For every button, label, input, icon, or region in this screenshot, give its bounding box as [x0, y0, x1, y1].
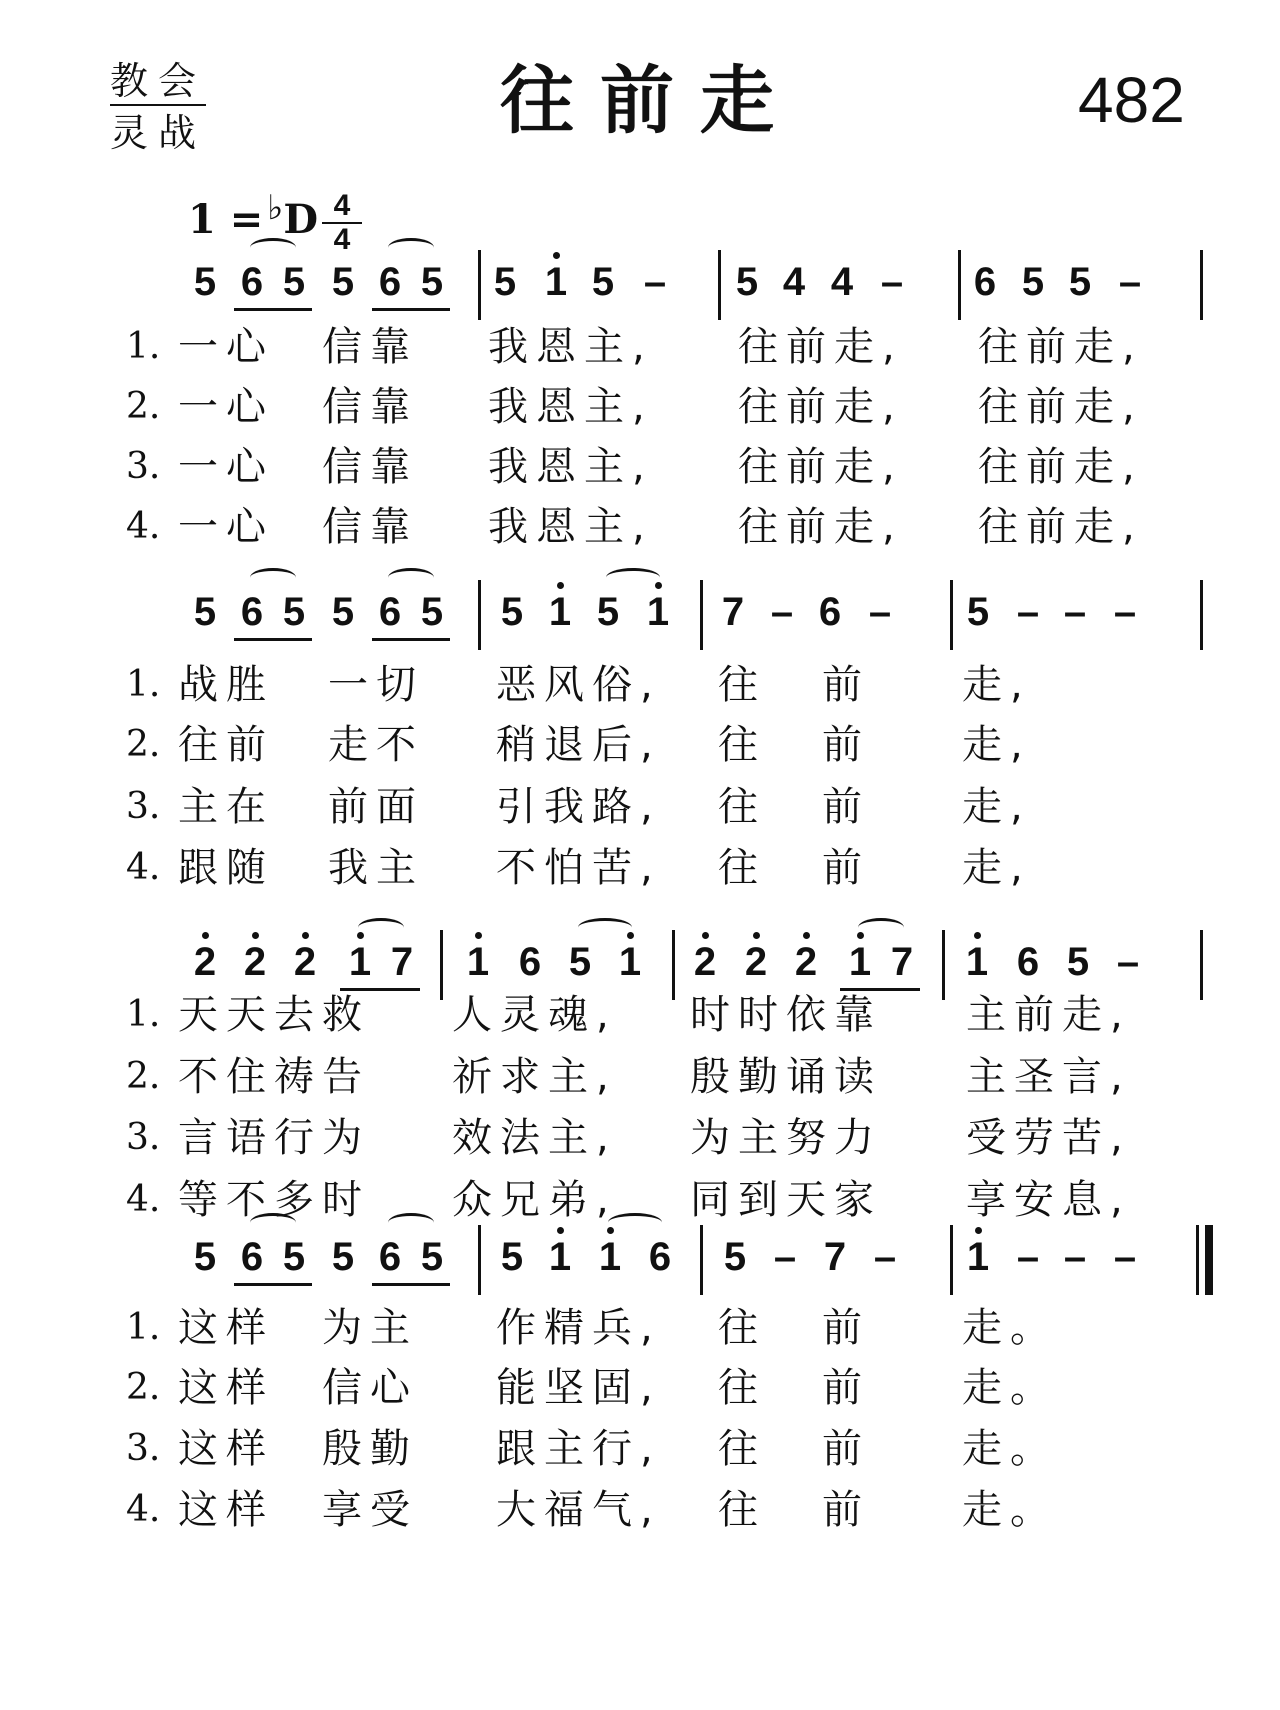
sustain-dash: –	[1016, 590, 1040, 634]
lyric-segment: 往	[718, 1426, 766, 1472]
bar-line	[718, 250, 721, 320]
note-number: 7	[390, 940, 414, 984]
lyric-segment: 往前走,	[978, 444, 1143, 490]
note-number: 6	[378, 590, 402, 634]
eighth-note-underline	[372, 638, 450, 641]
slur-arc	[358, 918, 404, 937]
verse-number: 4.	[126, 1179, 161, 1220]
lyric-segment: 往	[718, 662, 766, 708]
lyric-segment: 这样	[178, 1305, 274, 1351]
note-number: 7	[721, 590, 745, 634]
lyric-segment: 殷勤	[322, 1426, 418, 1472]
lyric-segment: 走。	[962, 1487, 1058, 1533]
octave-up-dot	[557, 582, 564, 589]
hymn-number: 482	[1078, 64, 1185, 136]
note-number: 5	[282, 590, 306, 634]
note-number: 5	[193, 260, 217, 304]
bar-line	[478, 580, 481, 650]
note-number: 6	[378, 260, 402, 304]
note-number: 5	[500, 1235, 524, 1279]
bar-line	[478, 250, 481, 320]
lyric-line	[0, 1113, 1280, 1175]
lyric-line	[0, 1303, 1280, 1365]
lyric-segment: 往	[718, 784, 766, 830]
octave-up-dot	[702, 932, 709, 939]
lyric-line	[0, 720, 1280, 782]
verse-number: 1.	[126, 1307, 161, 1348]
note-number: 5	[193, 590, 217, 634]
lyric-segment: 稍退后,	[496, 722, 661, 768]
final-bar-line-thin	[1196, 1225, 1199, 1295]
verse-number: 4.	[126, 847, 161, 888]
time-signature-denominator: 4	[333, 223, 351, 256]
lyric-segment: 走,	[962, 845, 1031, 891]
eighth-note-underline	[234, 1283, 312, 1286]
octave-up-dot	[753, 932, 760, 939]
lyric-segment: 为主努力	[690, 1115, 882, 1161]
note-number: 5	[1021, 260, 1045, 304]
note-number: 6	[240, 590, 264, 634]
lyric-line	[0, 843, 1280, 905]
sustain-dash: –	[773, 1235, 797, 1279]
eighth-note-underline	[372, 1283, 450, 1286]
note-number: 5	[591, 260, 615, 304]
lyric-segment: 前	[822, 845, 870, 891]
lyric-segment: 走。	[962, 1426, 1058, 1472]
key-prefix: 1 =	[188, 196, 264, 243]
verse-number: 1.	[126, 664, 161, 705]
lyric-segment: 这样	[178, 1487, 274, 1533]
lyric-segment: 往前走,	[738, 324, 903, 370]
key-signature	[188, 188, 319, 246]
slur-arc	[388, 568, 434, 587]
lyric-segment: 往前走,	[978, 384, 1143, 430]
category-label-spiritual-warfare: 灵战	[110, 111, 207, 155]
sustain-dash: –	[1113, 590, 1137, 634]
lyric-segment: 我主	[328, 845, 424, 891]
lyric-segment: 往	[718, 1487, 766, 1533]
note-number: 4	[830, 260, 854, 304]
octave-up-dot	[557, 1227, 564, 1234]
lyric-segment: 为主	[322, 1305, 418, 1351]
note-number: 1	[957, 940, 997, 984]
lyric-segment: 一心	[178, 444, 274, 490]
lyric-line	[0, 322, 1280, 384]
lyric-segment: 前面	[328, 784, 424, 830]
lyric-line	[0, 782, 1280, 844]
lyric-segment: 走。	[962, 1305, 1058, 1351]
lyric-line	[0, 1485, 1280, 1547]
note-number: 5	[282, 1235, 306, 1279]
lyric-segment: 不住祷告	[178, 1054, 370, 1100]
verse-number: 2.	[126, 1367, 161, 1408]
slur-arc	[388, 238, 434, 257]
lyric-segment: 时时依靠	[690, 992, 882, 1038]
lyric-segment: 跟主行,	[496, 1426, 661, 1472]
sustain-dash: –	[1116, 940, 1140, 984]
octave-up-dot	[202, 932, 209, 939]
sustain-dash: –	[770, 590, 794, 634]
verse-number: 2.	[126, 1056, 161, 1097]
lyric-segment: 走,	[962, 662, 1031, 708]
final-bar-line-thick	[1205, 1225, 1213, 1295]
slur-arc	[606, 568, 660, 587]
lyric-segment: 前	[822, 1365, 870, 1411]
flat-sign-icon: ♭	[267, 188, 284, 228]
note-number: 1	[536, 260, 576, 304]
note-number: 5	[420, 260, 444, 304]
note-number: 7	[823, 1235, 847, 1279]
bar-line	[1200, 580, 1203, 650]
bar-line	[1200, 250, 1203, 320]
lyric-segment: 这样	[178, 1365, 274, 1411]
lyric-segment: 前	[822, 1487, 870, 1533]
slur-arc	[388, 1213, 434, 1232]
lyric-segment: 众兄弟,	[452, 1177, 617, 1223]
note-number: 5	[331, 260, 355, 304]
note-number: 2	[285, 940, 325, 984]
eighth-note-underline	[372, 308, 450, 311]
note-number: 1	[340, 940, 380, 984]
slur-arc	[250, 1213, 296, 1232]
lyric-segment: 走不	[328, 722, 424, 768]
lyric-segment: 信心	[322, 1365, 418, 1411]
note-number: 6	[818, 590, 842, 634]
lyric-segment: 主圣言,	[966, 1054, 1131, 1100]
eighth-note-underline	[234, 638, 312, 641]
lyric-segment: 一心	[178, 504, 274, 550]
bar-line	[950, 580, 953, 650]
note-number: 1	[840, 940, 880, 984]
notation-line	[0, 250, 1280, 320]
note-number: 5	[420, 1235, 444, 1279]
note-number: 6	[648, 1235, 672, 1279]
verse-number: 2.	[126, 386, 161, 427]
lyric-segment: 走。	[962, 1365, 1058, 1411]
lyric-segment: 祈求主,	[452, 1054, 617, 1100]
sustain-dash: –	[880, 260, 904, 304]
lyric-segment: 信靠	[322, 384, 418, 430]
sustain-dash: –	[1113, 1235, 1137, 1279]
lyric-segment: 走,	[962, 784, 1031, 830]
note-number: 6	[240, 1235, 264, 1279]
verse-number: 4.	[126, 1489, 161, 1530]
slur-arc	[858, 918, 904, 937]
lyric-segment: 大福气,	[496, 1487, 661, 1533]
lyric-segment: 一心	[178, 384, 274, 430]
lyric-segment: 信靠	[322, 324, 418, 370]
note-number: 5	[966, 590, 990, 634]
lyric-segment: 不怕苦,	[496, 845, 661, 891]
note-number: 5	[500, 590, 524, 634]
lyric-segment: 跟随	[178, 845, 274, 891]
note-number: 7	[890, 940, 914, 984]
octave-up-dot	[803, 932, 810, 939]
note-number: 5	[1068, 260, 1092, 304]
lyric-segment: 享受	[322, 1487, 418, 1533]
lyric-segment: 往前走,	[738, 384, 903, 430]
lyric-segment: 走,	[962, 722, 1031, 768]
lyric-segment: 前	[822, 722, 870, 768]
note-number: 2	[685, 940, 725, 984]
bar-line	[958, 250, 961, 320]
sustain-dash: –	[1016, 1235, 1040, 1279]
lyric-segment: 人灵魂,	[452, 992, 617, 1038]
lyric-segment: 等不多时	[178, 1177, 370, 1223]
lyric-segment: 往前走,	[978, 504, 1143, 550]
note-number: 2	[736, 940, 776, 984]
verse-number: 1.	[126, 326, 161, 367]
note-number: 6	[973, 260, 997, 304]
lyric-segment: 天天去救	[178, 992, 370, 1038]
lyric-segment: 我恩主,	[488, 384, 653, 430]
lyric-line	[0, 1052, 1280, 1114]
note-number: 5	[493, 260, 517, 304]
note-number: 1	[638, 590, 678, 634]
note-number: 4	[782, 260, 806, 304]
slur-arc	[250, 238, 296, 257]
note-number: 6	[518, 940, 542, 984]
slur-arc	[608, 1213, 662, 1232]
lyric-segment: 前	[822, 1305, 870, 1351]
lyric-segment: 主在	[178, 784, 274, 830]
note-number: 6	[1016, 940, 1040, 984]
verse-number: 3.	[126, 1428, 161, 1469]
lyric-segment: 这样	[178, 1426, 274, 1472]
lyric-segment: 我恩主,	[488, 444, 653, 490]
note-number: 5	[596, 590, 620, 634]
slur-arc	[250, 568, 296, 587]
verse-number: 3.	[126, 786, 161, 827]
note-number: 1	[610, 940, 650, 984]
octave-up-dot	[302, 932, 309, 939]
octave-up-dot	[974, 932, 981, 939]
note-number: 5	[193, 1235, 217, 1279]
lyric-segment: 往	[718, 845, 766, 891]
bar-line	[700, 580, 703, 650]
lyric-line	[0, 990, 1280, 1052]
bar-line	[950, 1225, 953, 1295]
note-number: 2	[185, 940, 225, 984]
bar-line	[478, 1225, 481, 1295]
sustain-dash: –	[873, 1235, 897, 1279]
note-number: 5	[331, 590, 355, 634]
lyric-segment: 我恩主,	[488, 324, 653, 370]
lyric-segment: 能坚固,	[496, 1365, 661, 1411]
lyric-segment: 往	[718, 1305, 766, 1351]
note-number: 5	[331, 1235, 355, 1279]
lyric-segment: 殷勤诵读	[690, 1054, 882, 1100]
lyric-segment: 我恩主,	[488, 504, 653, 550]
note-number: 6	[378, 1235, 402, 1279]
lyric-segment: 前	[822, 662, 870, 708]
lyric-segment: 恶风俗,	[496, 662, 661, 708]
lyric-segment: 往前走,	[978, 324, 1143, 370]
octave-up-dot	[475, 932, 482, 939]
verse-number: 4.	[126, 506, 161, 547]
verse-number: 3.	[126, 1117, 161, 1158]
verse-number: 3.	[126, 446, 161, 487]
lyric-segment: 往前	[178, 722, 274, 768]
lyric-segment: 信靠	[322, 444, 418, 490]
key-letter: D	[283, 196, 319, 243]
note-number: 5	[723, 1235, 747, 1279]
time-signature	[322, 190, 362, 256]
lyric-segment: 战胜	[178, 662, 274, 708]
lyric-line	[0, 1363, 1280, 1425]
note-number: 2	[786, 940, 826, 984]
lyric-segment: 往前走,	[738, 504, 903, 550]
note-number: 1	[540, 590, 580, 634]
lyric-segment: 效法主,	[452, 1115, 617, 1161]
sustain-dash: –	[1118, 260, 1142, 304]
eighth-note-underline	[234, 308, 312, 311]
lyric-segment: 往	[718, 1365, 766, 1411]
note-number: 1	[540, 1235, 580, 1279]
lyric-segment: 言语行为	[178, 1115, 370, 1161]
lyric-segment: 引我路,	[496, 784, 661, 830]
verse-number: 1.	[126, 994, 161, 1035]
note-number: 2	[235, 940, 275, 984]
octave-up-dot	[252, 932, 259, 939]
lyric-segment: 往	[718, 722, 766, 768]
lyric-segment: 作精兵,	[496, 1305, 661, 1351]
sustain-dash: –	[1063, 590, 1087, 634]
sustain-dash: –	[643, 260, 667, 304]
hymn-title: 往前走	[500, 58, 800, 144]
lyric-segment: 一切	[328, 662, 424, 708]
note-number: 5	[735, 260, 759, 304]
lyric-segment: 往前走,	[738, 444, 903, 490]
lyric-line	[0, 1424, 1280, 1486]
verse-number: 2.	[126, 724, 161, 765]
octave-up-dot	[553, 252, 560, 259]
note-number: 1	[458, 940, 498, 984]
note-number: 5	[568, 940, 592, 984]
slur-arc	[578, 918, 632, 937]
note-number: 5	[420, 590, 444, 634]
sustain-dash: –	[868, 590, 892, 634]
lyric-line	[0, 660, 1280, 722]
lyric-segment: 信靠	[322, 504, 418, 550]
note-number: 1	[958, 1235, 998, 1279]
bar-line	[700, 1225, 703, 1295]
note-number: 5	[282, 260, 306, 304]
notation-line	[0, 580, 1280, 650]
note-number: 5	[1066, 940, 1090, 984]
lyric-line	[0, 442, 1280, 504]
lyric-segment: 前	[822, 1426, 870, 1472]
lyric-segment: 享安息,	[966, 1177, 1131, 1223]
octave-up-dot	[975, 1227, 982, 1234]
lyric-segment: 前	[822, 784, 870, 830]
sustain-dash: –	[1063, 1235, 1087, 1279]
note-number: 6	[240, 260, 264, 304]
time-signature-numerator: 4	[322, 190, 362, 224]
lyric-segment: 同到天家	[690, 1177, 882, 1223]
lyric-segment: 主前走,	[966, 992, 1131, 1038]
lyric-segment: 一心	[178, 324, 274, 370]
lyric-line	[0, 502, 1280, 564]
category-label-church: 教会	[110, 58, 206, 106]
lyric-line	[0, 382, 1280, 444]
notation-line	[0, 1225, 1280, 1295]
note-number: 1	[590, 1235, 630, 1279]
lyric-segment: 受劳苦,	[966, 1115, 1131, 1161]
